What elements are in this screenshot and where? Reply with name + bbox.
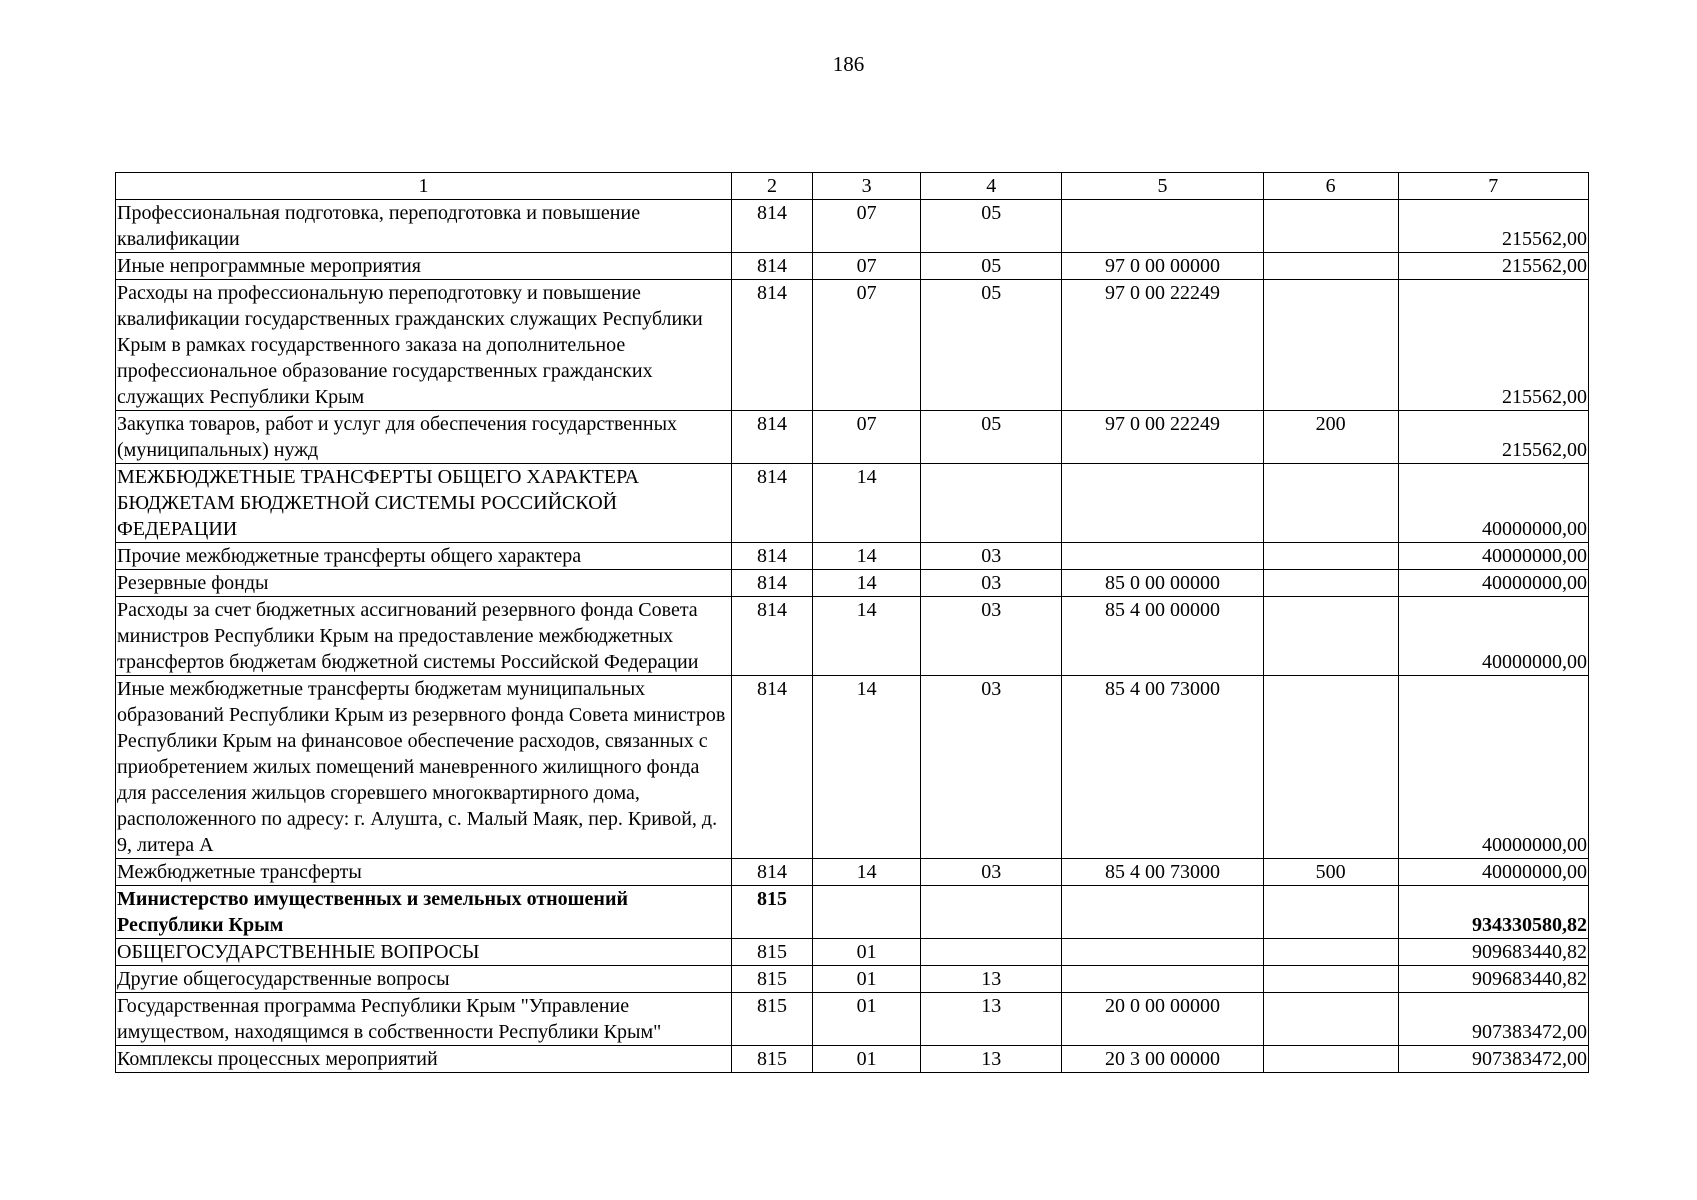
- row-code4-cell: 13: [921, 1046, 1062, 1073]
- row-amount-cell: 909683440,82: [1398, 966, 1589, 993]
- row-name-cell: Межбюджетные трансферты: [116, 859, 732, 886]
- row-name-cell: ОБЩЕГОСУДАРСТВЕННЫЕ ВОПРОСЫ: [116, 939, 732, 966]
- row-code5-cell: [1062, 886, 1264, 939]
- row-name-cell: Иные межбюджетные трансферты бюджетам муниципальных образований Республики Крым из резервного фонда Совета министров Республики Крым на финансовое обеспечение расходов, связанных с приобретением жилых помещений маневренного жилищного фонда для расселения жильцов сгоревшего многоквартирного дома, расположенного по адресу: г. Алушта, с. Малый Маяк, пер. Кривой, д. 9, литера А: [116, 676, 732, 859]
- row-code3-cell: 14: [812, 859, 920, 886]
- table-row: [116, 280, 1589, 411]
- row-code6-cell: [1263, 966, 1398, 993]
- header-cell: 3: [812, 173, 920, 200]
- row-amount-cell: 215562,00: [1398, 280, 1589, 411]
- row-code6-cell: 200: [1263, 411, 1398, 464]
- row-code6-cell: [1263, 676, 1398, 859]
- row-code2-cell: 814: [731, 411, 812, 464]
- row-code6-cell: 500: [1263, 859, 1398, 886]
- table-row: [116, 993, 1589, 1046]
- row-code3-cell: 14: [812, 570, 920, 597]
- row-amount-cell: 40000000,00: [1398, 543, 1589, 570]
- row-code5-cell: 85 4 00 73000: [1062, 859, 1264, 886]
- row-code3-cell: 07: [812, 253, 920, 280]
- row-code2-cell: 814: [731, 280, 812, 411]
- row-name-cell: Другие общегосударственные вопросы: [116, 966, 732, 993]
- row-amount-cell: 215562,00: [1398, 411, 1589, 464]
- row-code5-cell: [1062, 200, 1264, 253]
- row-code3-cell: 01: [812, 1046, 920, 1073]
- row-code4-cell: 05: [921, 411, 1062, 464]
- row-code3-cell: 14: [812, 464, 920, 543]
- row-code4-cell: [921, 939, 1062, 966]
- row-code2-cell: 815: [731, 939, 812, 966]
- table-row: [116, 859, 1589, 886]
- table-row: [116, 200, 1589, 253]
- row-code3-cell: 14: [812, 676, 920, 859]
- table-row: [116, 464, 1589, 543]
- row-code6-cell: [1263, 570, 1398, 597]
- table-row: [116, 939, 1589, 966]
- row-name-cell: Резервные фонды: [116, 570, 732, 597]
- row-code5-cell: 85 4 00 73000: [1062, 676, 1264, 859]
- row-code3-cell: 07: [812, 280, 920, 411]
- row-code3-cell: 01: [812, 939, 920, 966]
- table-body: [116, 173, 1589, 1073]
- row-name-cell: Расходы на профессиональную переподготовку и повышение квалификации государственных гражданских служащих Республики Крым в рамках государственного заказа на дополнительное профессиональное образование государственных гражданских служащих Республики Крым: [116, 280, 732, 411]
- table-row: [116, 253, 1589, 280]
- row-code2-cell: 815: [731, 886, 812, 939]
- row-amount-cell: 40000000,00: [1398, 859, 1589, 886]
- row-amount-cell: 40000000,00: [1398, 676, 1589, 859]
- row-code4-cell: 05: [921, 253, 1062, 280]
- row-code3-cell: 01: [812, 993, 920, 1046]
- row-code6-cell: [1263, 886, 1398, 939]
- header-cell: 5: [1062, 173, 1264, 200]
- header-cell: 4: [921, 173, 1062, 200]
- row-code6-cell: [1263, 597, 1398, 676]
- row-code4-cell: 03: [921, 570, 1062, 597]
- row-code4-cell: 05: [921, 280, 1062, 411]
- row-code6-cell: [1263, 993, 1398, 1046]
- row-name-cell: МЕЖБЮДЖЕТНЫЕ ТРАНСФЕРТЫ ОБЩЕГО ХАРАКТЕРА БЮДЖЕТАМ БЮДЖЕТНОЙ СИСТЕМЫ РОССИЙСКОЙ ФЕДЕРАЦИИ: [116, 464, 732, 543]
- row-code2-cell: 814: [731, 859, 812, 886]
- header-cell: 6: [1263, 173, 1398, 200]
- row-code4-cell: 03: [921, 543, 1062, 570]
- row-code6-cell: [1263, 253, 1398, 280]
- row-code3-cell: 01: [812, 966, 920, 993]
- table-row: [116, 411, 1589, 464]
- row-code4-cell: 13: [921, 966, 1062, 993]
- row-code4-cell: 03: [921, 859, 1062, 886]
- row-code6-cell: [1263, 464, 1398, 543]
- row-code5-cell: [1062, 966, 1264, 993]
- row-amount-cell: 909683440,82: [1398, 939, 1589, 966]
- table-row: [116, 597, 1589, 676]
- row-code2-cell: 814: [731, 676, 812, 859]
- header-cell: 7: [1398, 173, 1589, 200]
- row-code6-cell: [1263, 280, 1398, 411]
- row-amount-cell: 907383472,00: [1398, 993, 1589, 1046]
- row-code5-cell: [1062, 543, 1264, 570]
- row-code5-cell: 20 0 00 00000: [1062, 993, 1264, 1046]
- row-code2-cell: 815: [731, 966, 812, 993]
- row-code2-cell: 814: [731, 253, 812, 280]
- page-number: 186: [832, 52, 865, 76]
- budget-table: [115, 172, 1589, 1073]
- row-name-cell: Расходы за счет бюджетных ассигнований резервного фонда Совета министров Республики Крым на предоставление межбюджетных трансфертов бюджетам бюджетной системы Российской Федерации: [116, 597, 732, 676]
- table-header-row: [116, 173, 1589, 200]
- row-name-cell: Закупка товаров, работ и услуг для обеспечения государственных (муниципальных) нужд: [116, 411, 732, 464]
- row-amount-cell: 934330580,82: [1398, 886, 1589, 939]
- row-amount-cell: 907383472,00: [1398, 1046, 1589, 1073]
- row-code5-cell: 85 0 00 00000: [1062, 570, 1264, 597]
- row-code4-cell: [921, 886, 1062, 939]
- row-code6-cell: [1263, 200, 1398, 253]
- row-amount-cell: 40000000,00: [1398, 597, 1589, 676]
- row-code5-cell: [1062, 464, 1264, 543]
- row-code5-cell: [1062, 939, 1264, 966]
- row-code2-cell: 814: [731, 597, 812, 676]
- row-code3-cell: 07: [812, 200, 920, 253]
- row-code6-cell: [1263, 543, 1398, 570]
- row-code3-cell: 14: [812, 597, 920, 676]
- row-code3-cell: 07: [812, 411, 920, 464]
- row-amount-cell: 215562,00: [1398, 253, 1589, 280]
- header-cell: 1: [116, 173, 732, 200]
- row-code5-cell: 20 3 00 00000: [1062, 1046, 1264, 1073]
- table-row: [116, 886, 1589, 939]
- row-name-cell: Комплексы процессных мероприятий: [116, 1046, 732, 1073]
- row-code2-cell: 814: [731, 543, 812, 570]
- row-code4-cell: [921, 464, 1062, 543]
- row-amount-cell: 215562,00: [1398, 200, 1589, 253]
- row-code4-cell: 13: [921, 993, 1062, 1046]
- row-code5-cell: 85 4 00 00000: [1062, 597, 1264, 676]
- row-name-cell: Иные непрограммные мероприятия: [116, 253, 732, 280]
- row-code4-cell: 03: [921, 597, 1062, 676]
- row-code2-cell: 814: [731, 570, 812, 597]
- row-code3-cell: [812, 886, 920, 939]
- row-code2-cell: 815: [731, 993, 812, 1046]
- row-code5-cell: 97 0 00 22249: [1062, 280, 1264, 411]
- row-code6-cell: [1263, 939, 1398, 966]
- row-name-cell: Прочие межбюджетные трансферты общего характера: [116, 543, 732, 570]
- row-amount-cell: 40000000,00: [1398, 570, 1589, 597]
- row-code5-cell: 97 0 00 00000: [1062, 253, 1264, 280]
- row-name-cell: Государственная программа Республики Крым "Управление имуществом, находящимся в собственности Республики Крым": [116, 993, 732, 1046]
- row-name-cell: Профессиональная подготовка, переподготовка и повышение квалификации: [116, 200, 732, 253]
- table-row: [116, 966, 1589, 993]
- row-amount-cell: 40000000,00: [1398, 464, 1589, 543]
- row-code4-cell: 03: [921, 676, 1062, 859]
- header-cell: 2: [731, 173, 812, 200]
- row-code4-cell: 05: [921, 200, 1062, 253]
- table-row: [116, 676, 1589, 859]
- row-code6-cell: [1263, 1046, 1398, 1073]
- row-code2-cell: 815: [731, 1046, 812, 1073]
- row-code5-cell: 97 0 00 22249: [1062, 411, 1264, 464]
- table-row: [116, 570, 1589, 597]
- table-row: [116, 543, 1589, 570]
- row-code2-cell: 814: [731, 464, 812, 543]
- row-code2-cell: 814: [731, 200, 812, 253]
- row-name-cell: Министерство имущественных и земельных отношений Республики Крым: [116, 886, 732, 939]
- table-row: [116, 1046, 1589, 1073]
- row-code3-cell: 14: [812, 543, 920, 570]
